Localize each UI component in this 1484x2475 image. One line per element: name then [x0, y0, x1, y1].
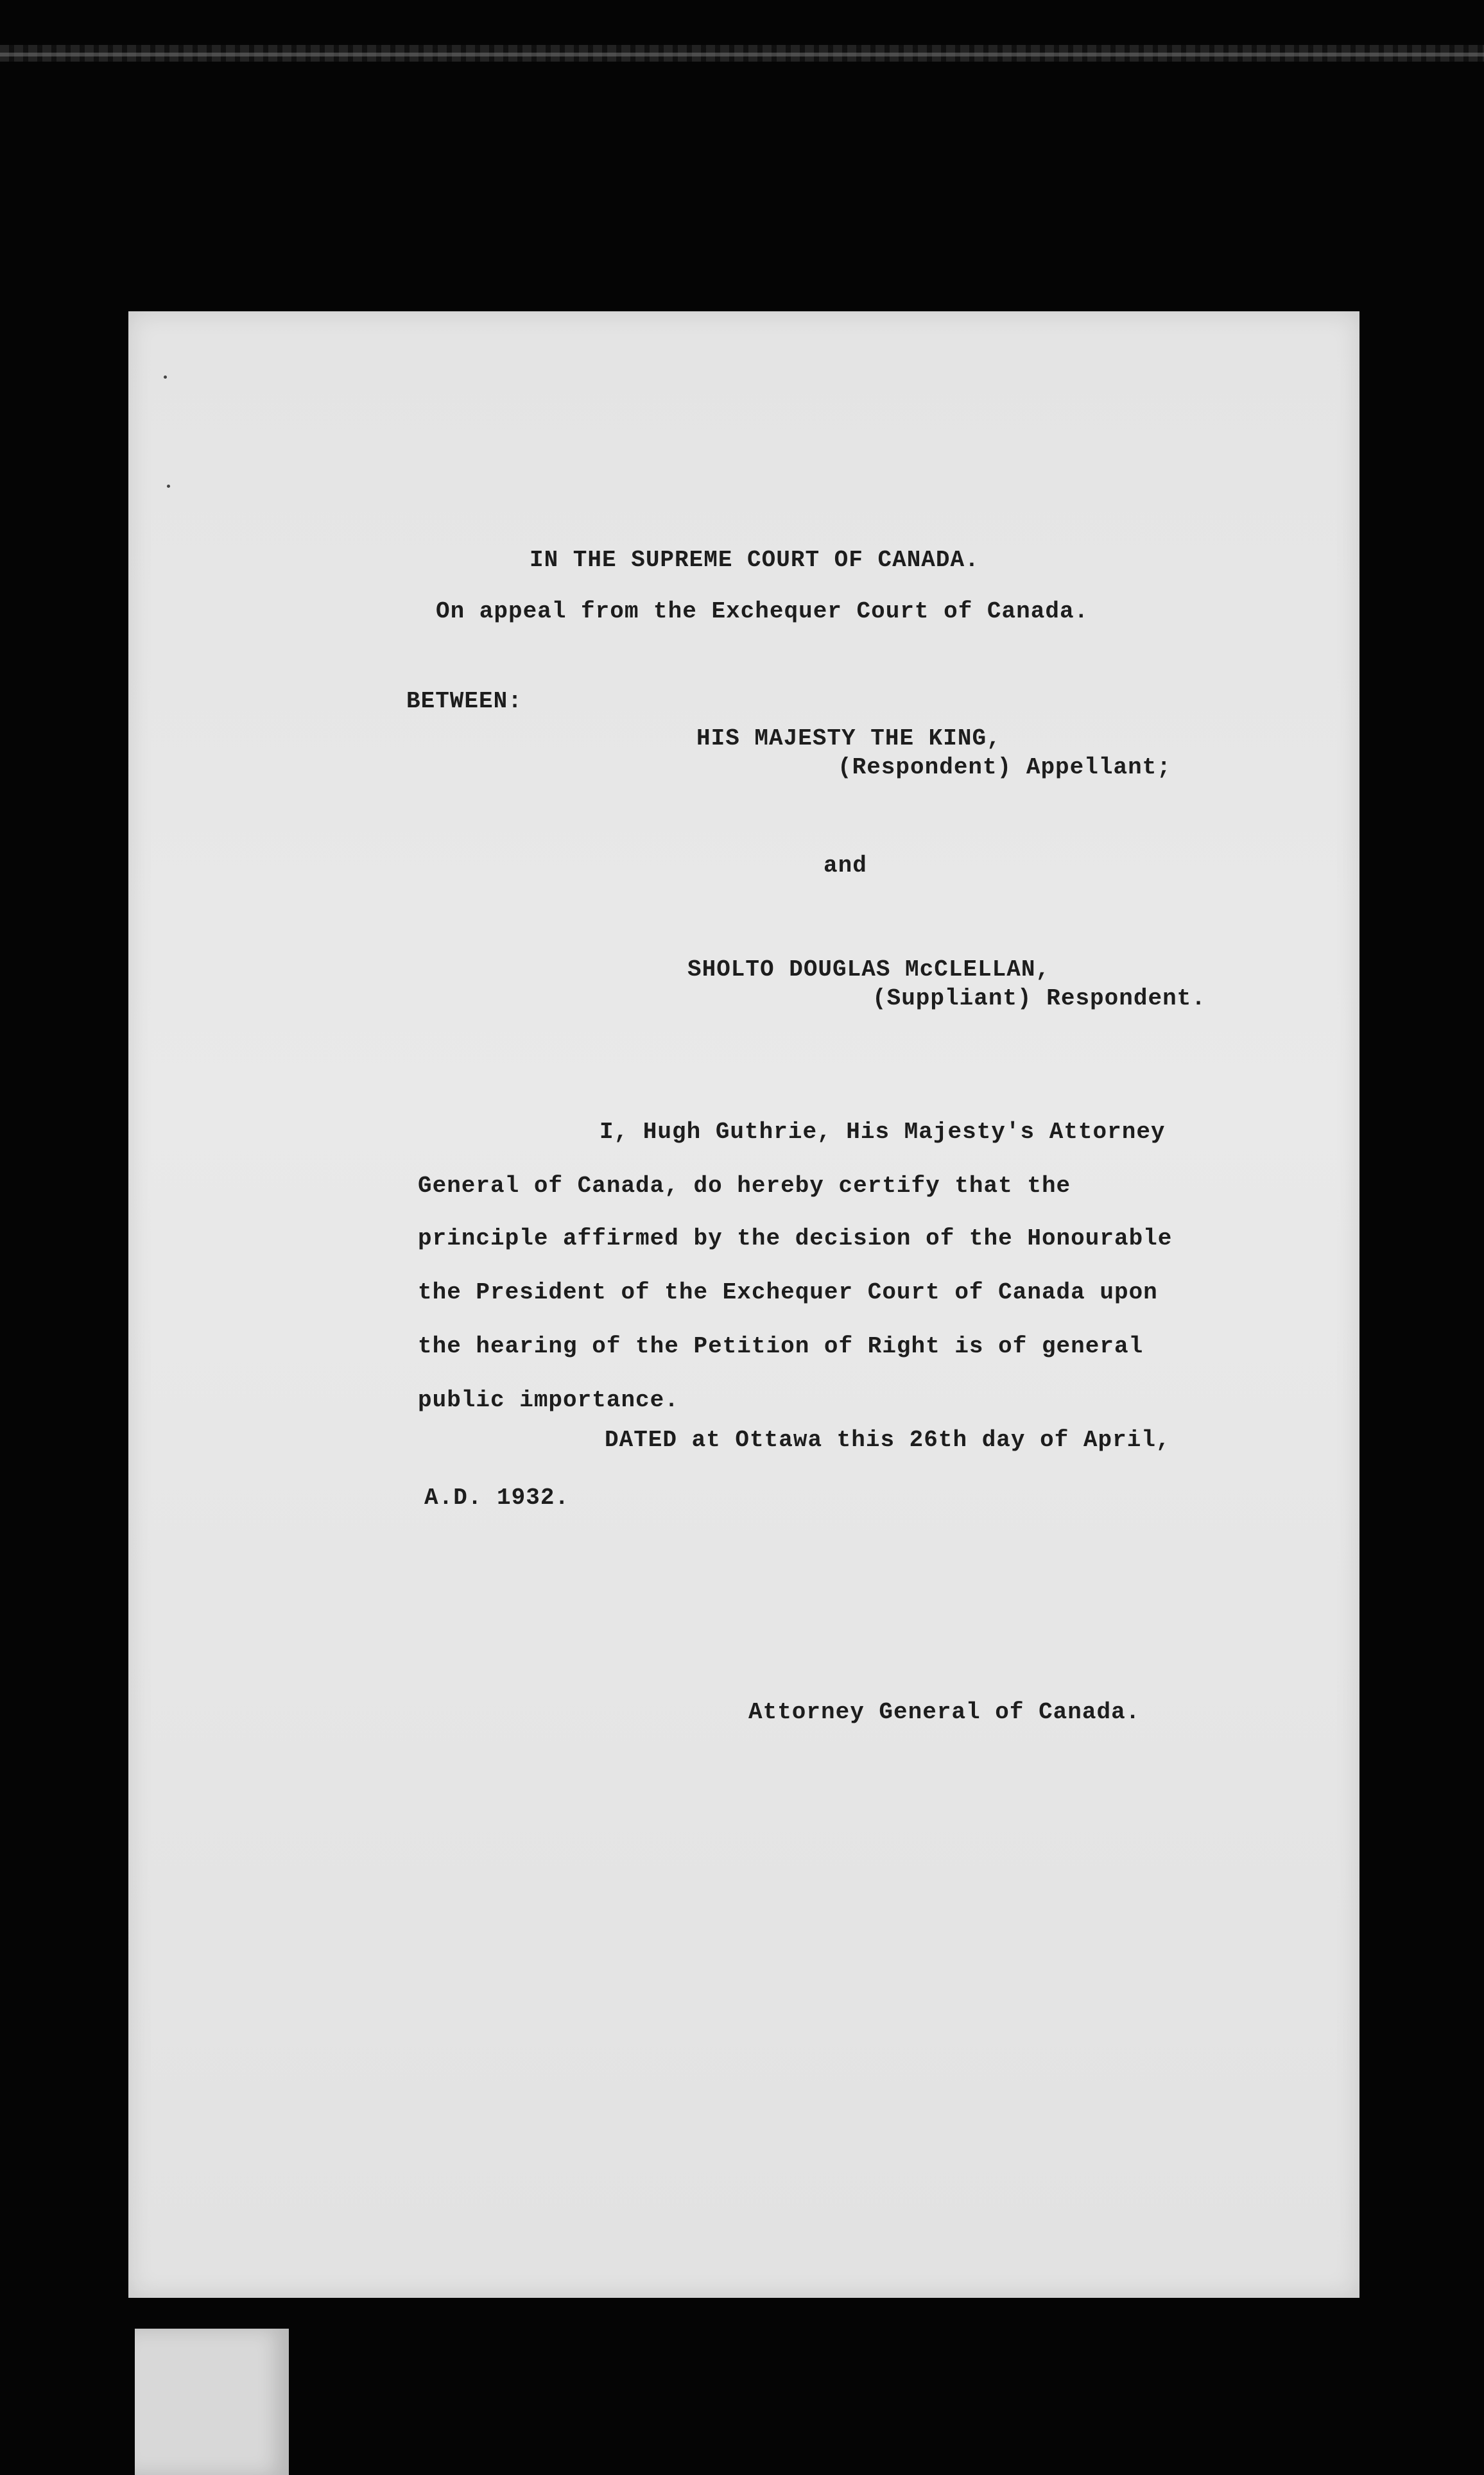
dust-speck [167, 485, 170, 488]
body-line: the President of the Exchequer Court of Canada upon [418, 1279, 1158, 1306]
film-label-tab [135, 2329, 289, 2475]
dust-speck [164, 375, 167, 379]
appeal-line: On appeal from the Exchequer Court of Canada. [436, 598, 1089, 625]
body-line: the hearing of the Petition of Right is of general [418, 1333, 1144, 1359]
dated-line: DATED at Ottawa this 26th day of April, [605, 1427, 1171, 1453]
body-line: principle affirmed by the decision of the Honourable [418, 1225, 1173, 1252]
between-label: BETWEEN: [406, 688, 522, 714]
body-line: General of Canada, do hereby certify that the [418, 1173, 1071, 1199]
body-line: public importance. [418, 1387, 679, 1413]
party2-name: SHOLTO DOUGLAS McCLELLAN, [687, 956, 1051, 983]
film-edge-line [0, 53, 1484, 56]
party2-role: (Suppliant) Respondent. [872, 985, 1206, 1012]
party1-name: HIS MAJESTY THE KING, [696, 725, 1001, 752]
court-heading: IN THE SUPREME COURT OF CANADA. [530, 547, 979, 573]
conjunction-and: and [824, 852, 867, 879]
body-line: I, Hugh Guthrie, His Majesty's Attorney [600, 1119, 1166, 1145]
document-page [128, 311, 1359, 2298]
party1-role: (Respondent) Appellant; [838, 754, 1171, 780]
year-line: A.D. 1932. [424, 1485, 570, 1511]
signature-title: Attorney General of Canada. [748, 1699, 1141, 1725]
